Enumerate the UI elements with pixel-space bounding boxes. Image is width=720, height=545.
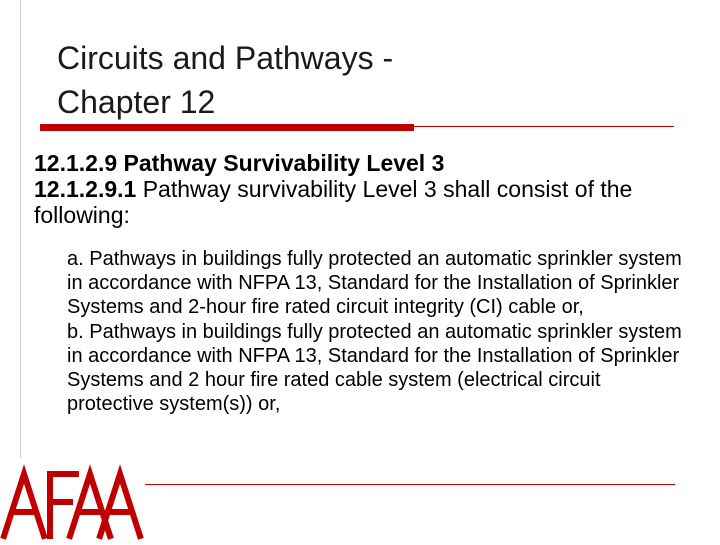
title-underline-bar <box>40 124 414 131</box>
subsection-text: Pathway survivability Level 3 shall consist of the following: <box>34 176 633 228</box>
footer-rule <box>145 484 675 485</box>
list-item: a. Pathways in buildings fully protected an automatic sprinkler system in accordance with NFPA 13, Standard for the Installation of Sprinkler Systems and 2-hour fire rated circuit integrity (CI) cable or, <box>67 248 682 318</box>
list-item: b. Pathways in buildings fully protected an automatic sprinkler system in accordance with NFPA 13, Standard for the Installation of Sprinkler Systems and 2 hour fire rated cable system (electrical circuit protective system(s)) or, <box>67 321 682 415</box>
title-underline-rule <box>414 126 674 127</box>
item-list <box>67 247 687 417</box>
section-heading: 12.1.2.9 Pathway Survivability Level 3 <box>34 150 445 176</box>
subsection-paragraph <box>34 176 694 228</box>
title-line-2: Chapter 12 <box>57 84 216 120</box>
slide-title <box>57 36 677 124</box>
title-line-1: Circuits and Pathways - <box>57 40 394 76</box>
afaa-logo <box>0 458 145 540</box>
section-heading-block <box>34 150 694 228</box>
subsection-number: 12.1.2.9.1 <box>34 176 137 202</box>
afaa-logo-icon <box>0 458 145 540</box>
